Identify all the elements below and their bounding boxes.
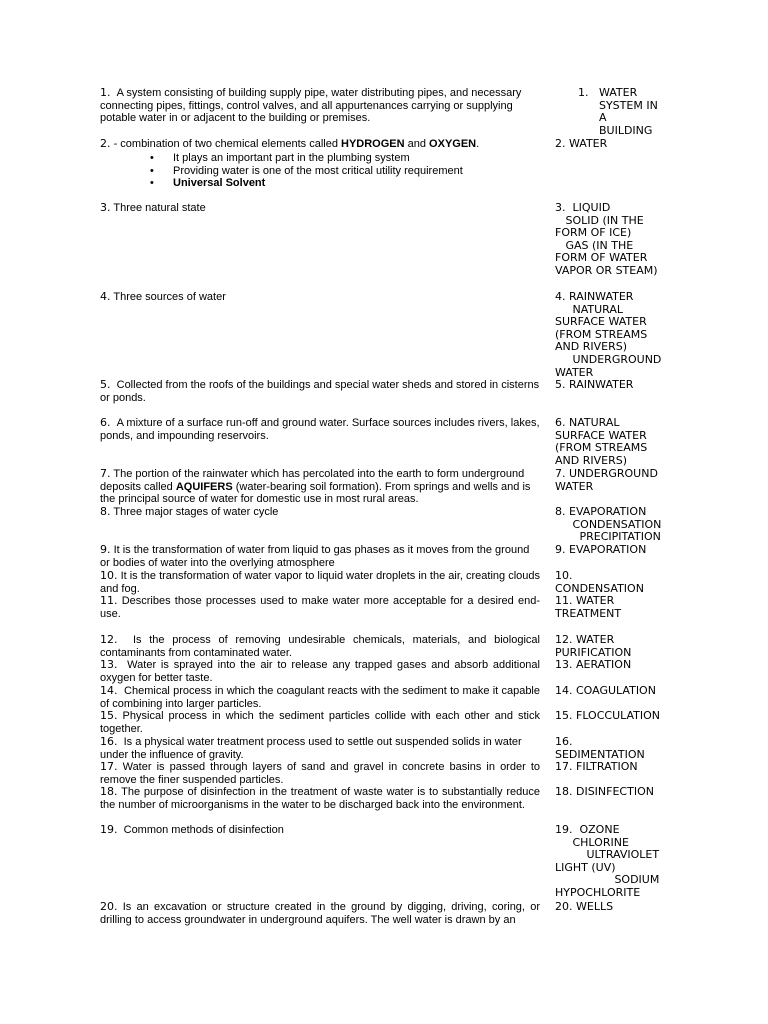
answer-2: 2. WATER xyxy=(555,137,608,150)
answer-17: 17. FILTRATION xyxy=(555,760,638,773)
answer-5: 5. RAINWATER xyxy=(555,378,634,391)
answer-14: 14. COAGULATION xyxy=(555,684,656,697)
answer-8: 8. EVAPORATION CONDENSATION PRECIPITATION xyxy=(555,505,662,544)
list-item: • Universal Solvent xyxy=(150,177,463,190)
question-5: 5. Collected from the roofs of the buildings and special water sheds and stored in cisterns or ponds. xyxy=(100,378,540,404)
answer-1: 1. WATER SYSTEM IN A BUILDING xyxy=(578,86,658,137)
question-11: 11. Describes those processes used to make water more acceptable for a desired end-use. xyxy=(100,594,540,620)
question-20: 20. Is an excavation or structure created in the ground by digging, driving, coring, or drilling to access groundwater in underground aquifers. The well water is drawn by an xyxy=(100,900,540,926)
answer-16: 16. SEDIMENTATION xyxy=(555,735,645,761)
question-8: 8. Three major stages of water cycle xyxy=(100,505,279,518)
question-1: 1. A system consisting of building supply pipe, water distributing pipes, and necessary connecting pipes, fittings, control valves, and all appurtenances carrying or supplying potable water in or adjacent to the building or premises. xyxy=(100,86,522,125)
question-2: 2. - combination of two chemical elements called HYDROGEN and OXYGEN. xyxy=(100,137,480,150)
question-7: 7. The portion of the rainwater which has percolated into the earth to form underground deposits called AQUIFERS (water-bearing soil formation). From springs and wells and is the principal source of water for domestic use in most rural areas. xyxy=(100,467,531,506)
question-18: 18. The purpose of disinfection in the treatment of waste water is to substantially reduce the number of microorganisms in the water to be discharged back into the environment. xyxy=(100,785,540,811)
answer-4: 4. RAINWATER NATURAL SURFACE WATER (FROM STREAMS AND RIVERS) UNDERGROUND WATER xyxy=(555,290,662,379)
answer-10: 10. CONDENSATION xyxy=(555,569,644,595)
answer-20: 20. WELLS xyxy=(555,900,614,913)
question-2-bullets xyxy=(150,152,463,190)
answer-13: 13. AERATION xyxy=(555,658,632,671)
question-15: 15. Physical process in which the sediment particles collide with each other and stick together. xyxy=(100,709,541,735)
answer-15: 15. FLOCCULATION xyxy=(555,709,661,722)
answer-3: 3. LIQUID SOLID (IN THE FORM OF ICE) GAS (IN THE FORM OF WATER VAPOR OR STEAM) xyxy=(555,201,658,277)
answer-18: 18. DISINFECTION xyxy=(555,785,654,798)
question-14: 14. Chemical process in which the coagulant reacts with the sediment to make it capable of combining into larger particles. xyxy=(100,684,540,710)
question-9: 9. It is the transformation of water from liquid to gas phases as it moves from the ground or bodies of water into the overlying atmosphere xyxy=(100,543,530,569)
answer-9: 9. EVAPORATION xyxy=(555,543,647,556)
question-13: 13. Water is sprayed into the air to release any trapped gases and absorb additional oxygen for better taste. xyxy=(100,658,540,684)
question-17: 17. Water is passed through layers of sand and gravel in concrete basins in order to remove the finer suspended particles. xyxy=(100,760,540,786)
question-10: 10. It is the transformation of water vapor to liquid water droplets in the air, creating clouds and fog. xyxy=(100,569,540,595)
answer-12: 12. WATER PURIFICATION xyxy=(555,633,632,659)
answer-11: 11. WATER TREATMENT xyxy=(555,594,622,620)
question-16: 16. Is a physical water treatment process used to settle out suspended solids in water under the influence of gravity. xyxy=(100,735,522,761)
question-4: 4. Three sources of water xyxy=(100,290,226,303)
list-item: • Providing water is one of the most critical utility requirement xyxy=(150,165,463,178)
answer-6: 6. NATURAL SURFACE WATER (FROM STREAMS AND RIVERS) xyxy=(555,416,648,467)
answer-7: 7. UNDERGROUND WATER xyxy=(555,467,658,493)
question-6: 6. A mixture of a surface run-off and ground water. Surface sources includes rivers, lakes, ponds, and impounding reservoirs. xyxy=(100,416,540,442)
question-12: 12. Is the process of removing undesirable chemicals, materials, and biological contaminants from contaminated water. xyxy=(100,633,540,659)
answer-19: 19. OZONE CHLORINE ULTRAVIOLET LIGHT (UV) SODIUM HYPOCHLORITE xyxy=(555,823,660,899)
list-item: • It plays an important part in the plumbing system xyxy=(150,152,463,165)
question-3: 3. Three natural state xyxy=(100,201,206,214)
question-19: 19. Common methods of disinfection xyxy=(100,823,284,836)
